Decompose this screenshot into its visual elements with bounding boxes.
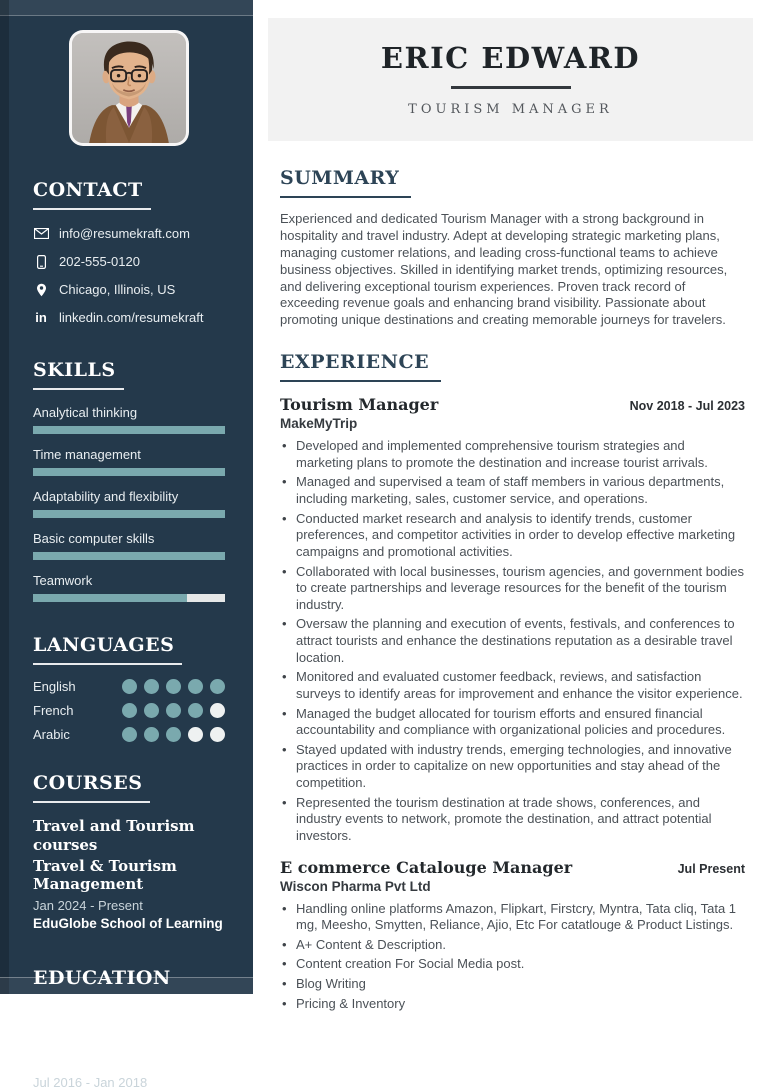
language-row xyxy=(33,727,225,742)
languages-heading: LANGUAGES xyxy=(33,634,182,665)
skill-item xyxy=(33,405,225,434)
skill-bar-track xyxy=(33,426,225,434)
sidebar-top-band xyxy=(0,0,253,16)
job-bullet: • Stayed updated with industry trends, emerging technologies, and innovative practices in order to capitalize on new opportunities and stay ahead of the competition. xyxy=(280,742,745,792)
job-company: Wiscon Pharma Pvt Ltd xyxy=(280,878,431,894)
contact-text: linkedin.com/resumekraft xyxy=(59,310,204,325)
level-dot xyxy=(166,679,181,694)
job-title: Tourism Manager xyxy=(280,395,439,415)
job-bullet-list xyxy=(280,438,745,844)
education-heading: EDUCATION xyxy=(33,967,179,998)
job-bullet: • Managed the budget allocated for tourism efforts and ensured financial accountability and compliance with organizational policies and procedures. xyxy=(280,706,745,739)
languages-section xyxy=(33,634,225,742)
linkedin-icon: in xyxy=(35,310,47,325)
language-label: English xyxy=(33,679,76,694)
degree-name: Bachelor of Management Studies (BMS) xyxy=(33,1011,218,1071)
job-entry xyxy=(280,858,745,1013)
job-date: Nov 2018 - Jul 2023 xyxy=(629,399,745,414)
skill-bar-fill xyxy=(33,552,225,560)
level-dot xyxy=(188,679,203,694)
skill-label: Analytical thinking xyxy=(33,405,138,420)
job-bullet: • Collaborated with local businesses, tourism agencies, and government bodies to create partnerships and leverage resources for the benefit of the tourism industry. xyxy=(280,564,745,614)
phone-icon xyxy=(33,255,49,269)
language-row xyxy=(33,703,225,718)
job-entry xyxy=(280,395,745,844)
skill-item xyxy=(33,531,225,560)
level-dot xyxy=(188,727,203,742)
level-dot xyxy=(144,679,159,694)
education-date: Jul 2016 - Jan 2018 xyxy=(33,1075,148,1090)
job-header xyxy=(280,858,745,877)
level-dot xyxy=(122,703,137,718)
skill-label: Time management xyxy=(33,447,141,462)
skill-bar-fill xyxy=(33,510,225,518)
contact-list xyxy=(33,226,225,325)
contact-item xyxy=(33,310,225,325)
course-name: Travel & Tourism Management xyxy=(33,856,177,894)
experience-heading: EXPERIENCE xyxy=(280,351,441,382)
job-bullet: • Content creation For Social Media post. xyxy=(280,956,745,973)
contact-heading: CONTACT xyxy=(33,179,151,210)
level-dot xyxy=(122,727,137,742)
job-header xyxy=(280,395,745,414)
contact-text: info@resumekraft.com xyxy=(59,226,190,241)
skill-item xyxy=(33,573,225,602)
skills-heading: SKILLS xyxy=(33,359,124,390)
skill-label: Teamwork xyxy=(33,573,93,588)
summary-section xyxy=(280,167,745,329)
skill-bar-fill xyxy=(33,594,187,602)
contact-item xyxy=(33,282,225,297)
job-bullet: • A+ Content & Description. xyxy=(280,937,745,954)
person-name: ERIC EDWARD xyxy=(380,41,641,75)
skill-bar-fill xyxy=(33,468,225,476)
skill-bar-fill xyxy=(33,426,225,434)
summary-text: Experienced and dedicated Tourism Manager with a strong background in hospitality and travel industry. Adept at developing strategic marketing plans, managing customer relations, and leading cross-functional teams to achieve business objectives. Skilled in identifying market trends, optimizing resources, and delivering exceptional tourism experiences. Proven track record of exceeding revenue goals and enhancing brand visibility. Passionate about promoting unique destinations and creating memorable journeys for travelers. xyxy=(280,211,728,328)
level-dot xyxy=(210,727,225,742)
level-dot xyxy=(210,703,225,718)
job-bullet: • Handling online platforms Amazon, Flipkart, Firstcry, Myntra, Tata cliq, Tata 1 mg, Meesho, Smytten, Reliance, Ajio, Etc For catatlouge & Product Listings. xyxy=(280,901,745,934)
course-name: Travel and Tourism courses xyxy=(33,817,195,854)
job-company: MakeMyTrip xyxy=(280,416,358,432)
jobs-list xyxy=(280,395,745,1012)
sidebar-edge-stripe xyxy=(0,0,9,994)
skill-bar-track xyxy=(33,468,225,476)
level-dot xyxy=(144,727,159,742)
job-bullet: • Oversaw the planning and execution of events, festivals, and conferences to attract tourists and enhance the destinations reputation as a desirable travel location. xyxy=(280,616,745,666)
contact-item xyxy=(33,254,225,269)
contact-item xyxy=(33,226,225,241)
job-date: Jul Present xyxy=(677,861,745,876)
email-icon xyxy=(33,228,49,239)
skill-label: Adaptability and flexibility xyxy=(33,489,179,504)
main-column xyxy=(253,0,768,1011)
name-header xyxy=(268,18,753,141)
level-dot xyxy=(188,703,203,718)
language-label: French xyxy=(33,703,74,718)
language-level-dots xyxy=(122,727,225,742)
level-dot xyxy=(166,703,181,718)
profile-photo xyxy=(69,30,189,146)
job-title: E commerce Catalouge Manager xyxy=(280,857,573,877)
courses-heading: COURSES xyxy=(33,772,150,803)
job-bullet: • Monitored and evaluated customer feedback, reviews, and satisfaction surveys to identify areas for improvement and enhance the visitor experience. xyxy=(280,669,745,702)
language-label: Arabic xyxy=(33,727,70,742)
language-level-dots xyxy=(122,703,225,718)
languages-list xyxy=(33,679,225,742)
skill-item xyxy=(33,447,225,476)
skill-item xyxy=(33,489,225,518)
name-divider xyxy=(451,86,571,89)
skill-bar-track xyxy=(33,510,225,518)
level-dot xyxy=(166,727,181,742)
experience-section xyxy=(280,351,745,1012)
job-bullet: • Pricing & Inventory xyxy=(280,996,745,1013)
skill-label: Basic computer skills xyxy=(33,531,155,546)
skills-list xyxy=(33,405,225,602)
job-bullet: • Conducted market research and analysis to identify trends, customer preferences, and competitor activities in order to develop effective marketing campaigns and promotional activities. xyxy=(280,511,745,561)
courses-section xyxy=(33,772,225,931)
contact-section xyxy=(33,179,225,325)
course-date: Jan 2024 - Present xyxy=(33,898,143,913)
contact-text: Chicago, Illinois, US xyxy=(59,282,176,297)
job-bullet: • Blog Writing xyxy=(280,976,745,993)
job-bullet: • Developed and implemented comprehensive tourism strategies and marketing plans to promote the destination and increase tourist arrivals. xyxy=(280,438,745,471)
location-icon xyxy=(33,283,49,297)
sidebar xyxy=(0,0,253,1090)
contact-text: 202-555-0120 xyxy=(59,254,140,269)
skill-bar-track xyxy=(33,552,225,560)
level-dot xyxy=(144,703,159,718)
language-row xyxy=(33,679,225,694)
job-bullet: • Managed and supervised a team of staff members in various departments, including marketing, sales, customer service, and operations. xyxy=(280,474,745,507)
portrait-illustration xyxy=(72,33,186,143)
course-school: EduGlobe School of Learning xyxy=(33,916,223,931)
language-level-dots xyxy=(122,679,225,694)
skills-section xyxy=(33,359,225,602)
skill-bar-track xyxy=(33,594,225,602)
summary-heading: SUMMARY xyxy=(280,167,411,198)
job-bullet: • Represented the tourism destination at trade shows, conferences, and industry events to network, promote the destination, and attract potential investors. xyxy=(280,795,745,845)
job-bullet-list xyxy=(280,901,745,1013)
level-dot xyxy=(210,679,225,694)
role-title: TOURISM MANAGER xyxy=(408,102,613,117)
level-dot xyxy=(122,679,137,694)
sidebar-bottom-band xyxy=(0,977,253,994)
